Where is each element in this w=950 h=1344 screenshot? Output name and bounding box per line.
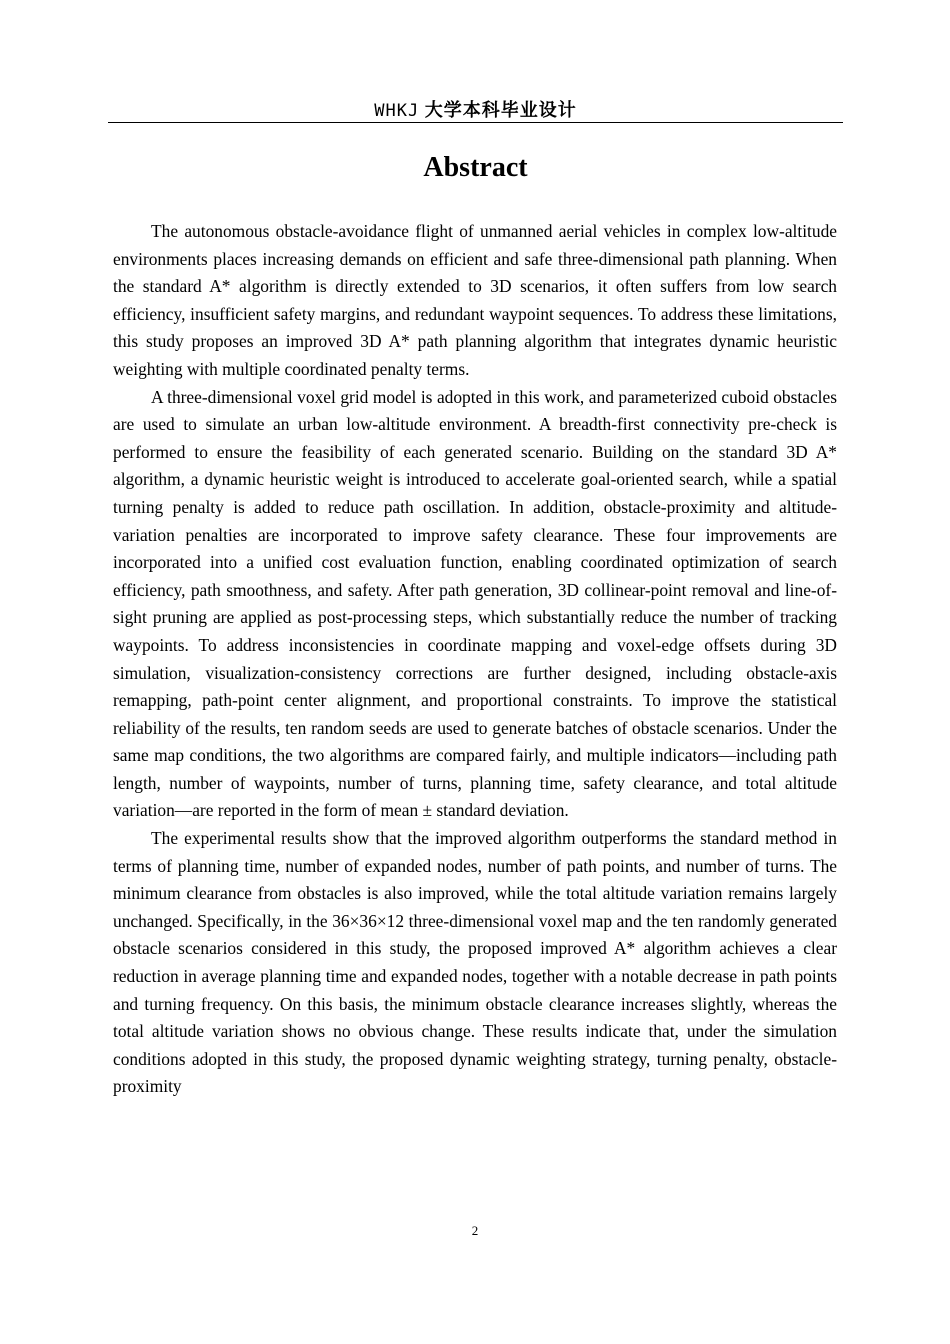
header-latin-text: WHKJ <box>374 101 420 121</box>
page-header <box>108 98 843 122</box>
page-title: Abstract <box>423 152 528 183</box>
paragraph-3: The experimental results show that the improved algorithm outperforms the standard method in terms of planning time, number of expanded nodes, number of path points, and number of turns. The minimum clearance from obstacles is also improved, while the total altitude variation remains largely unchanged. Specifically, in the 36×36×12 three-dimensional voxel map and the ten randomly generated obstacle scenarios considered in this study, the proposed improved A* algorithm achieves a clear reduction in average planning time and expanded nodes, together with a notable decrease in path points and turning frequency. On this basis, the minimum obstacle clearance increases slightly, whereas the total altitude variation shows no obvious change. These results indicate that, under the simulation conditions adopted in this study, the proposed dynamic weighting strategy, turning penalty, obstacle-proximity <box>113 828 837 1097</box>
header-rule <box>108 122 843 123</box>
page-number: 2 <box>471 1223 479 1238</box>
abstract-body <box>113 218 837 1101</box>
paragraph-2: A three-dimensional voxel grid model is adopted in this work, and parameterized cuboid obstacles are used to simulate an urban low-altitude environment. A breadth-first connectivity pre-check is performed to ensure the feasibility of each generated scenario. Building on the standard 3D A* algorithm, a dynamic heuristic weight is introduced to accelerate goal-oriented search, while a spatial turning penalty is added to reduce path oscillation. In addition, obstacle-proximity and altitude-variation penalties are incorporated to improve safety clearance. These four improvements are incorporated into a unified cost evaluation function, enabling coordinated optimization of search efficiency, path smoothness, and safety. After path generation, 3D collinear-point removal and line-of-sight pruning are applied as post-processing steps, which substantially reduce the number of tracking waypoints. To address inconsistencies in coordinate mapping and voxel-edge offsets during 3D simulation, visualization-consistency corrections are further designed, including obstacle-axis remapping, path-point center alignment, and proportional constraints. To improve the statistical reliability of the results, ten random seeds are used to generate batches of obstacle scenarios. Under the same map conditions, the two algorithms are compared fairly, and multiple indicators—including path length, number of waypoints, number of turns, planning time, safety clearance, and total altitude variation—are reported in the form of mean ± standard deviation. <box>113 386 837 821</box>
header-cjk-text: 大学本科毕业设计 <box>424 100 577 121</box>
paragraph-1: The autonomous obstacle-avoidance flight of unmanned aerial vehicles in complex low-altitude environments places increasing demands on efficient and safe three-dimensional path planning. When the standard A* algorithm is directly extended to 3D scenarios, it often suffers from low search efficiency, insufficient safety margins, and redundant waypoint sequences. To address these limitations, this study proposes an improved 3D A* path planning algorithm that integrates dynamic heuristic weighting with multiple coordinated penalty terms. <box>113 221 837 379</box>
